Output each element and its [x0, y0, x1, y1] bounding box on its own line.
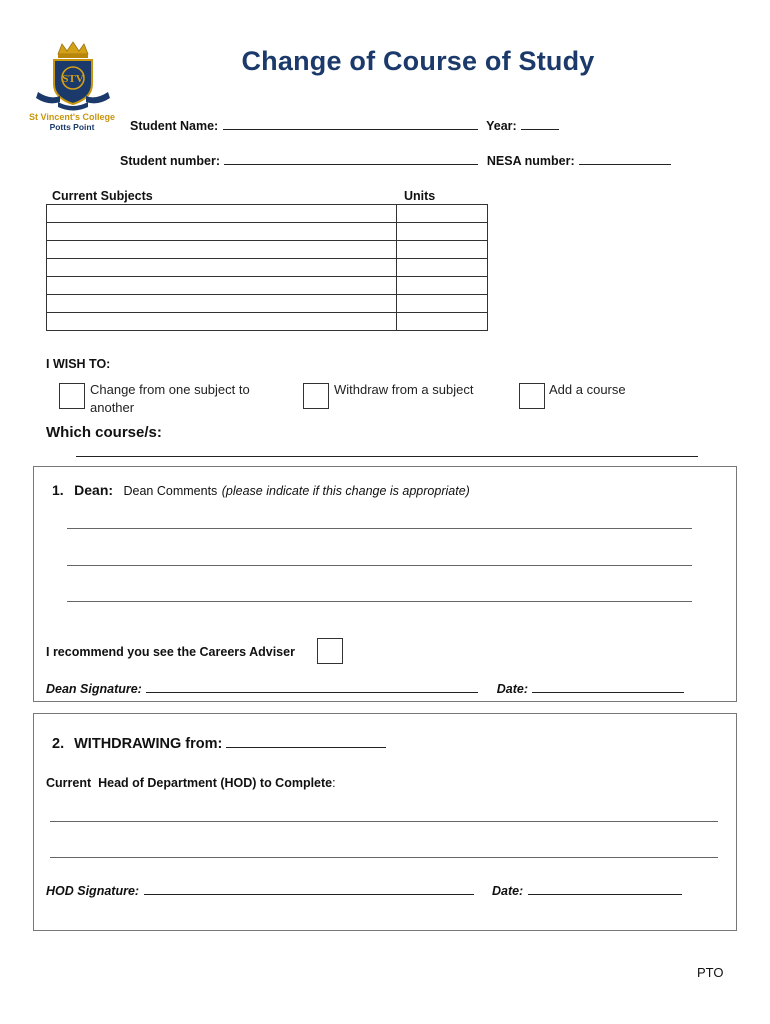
student-number-field[interactable]	[224, 152, 478, 165]
student-number-row	[120, 152, 671, 170]
add-course-checkbox[interactable]	[519, 383, 545, 409]
student-number-label: Student number:	[120, 154, 220, 168]
hod-date-label: Date:	[491, 884, 524, 898]
dean-signature-field[interactable]	[146, 680, 478, 693]
subject-cell[interactable]	[47, 223, 397, 241]
careers-adviser-checkbox[interactable]	[317, 638, 343, 664]
dean-comment-line-1[interactable]	[67, 528, 692, 529]
dean-comment-line-3[interactable]	[67, 601, 692, 602]
nesa-label: NESA number:	[486, 154, 575, 168]
dean-signature-label: Dean Signature:	[46, 682, 142, 696]
hod-comment-line-2[interactable]	[50, 857, 718, 858]
withdraw-subject-checkbox[interactable]	[303, 383, 329, 409]
college-name: St Vincent's College Potts Point	[29, 112, 115, 132]
hod-signature-label: HOD Signature:	[46, 884, 140, 898]
units-cell[interactable]	[397, 259, 488, 277]
table-row	[47, 241, 488, 259]
subjects-table	[46, 204, 488, 331]
current-subjects-heading: Current Subjects	[52, 189, 153, 203]
dean-date-label: Date:	[496, 682, 529, 696]
svg-text:STV: STV	[62, 73, 84, 85]
careers-adviser-label: I recommend you see the Careers Adviser	[46, 645, 295, 659]
page-title: Change of Course of Study	[241, 46, 595, 76]
year-field[interactable]	[521, 117, 559, 130]
subject-cell[interactable]	[47, 259, 397, 277]
units-cell[interactable]	[397, 277, 488, 295]
subject-cell[interactable]	[47, 313, 397, 331]
table-row	[47, 277, 488, 295]
student-name-row	[130, 117, 559, 135]
subject-cell[interactable]	[47, 205, 397, 223]
dean-heading: 1. Dean: Dean Comments (please indicate if this change is appropriate)	[52, 482, 470, 498]
hod-signature-field[interactable]	[144, 882, 474, 895]
units-cell[interactable]	[397, 205, 488, 223]
i-wish-to-label: I WISH TO:	[46, 357, 111, 371]
table-row	[47, 295, 488, 313]
student-name-label: Student Name:	[130, 119, 219, 133]
units-cell[interactable]	[397, 295, 488, 313]
units-cell[interactable]	[397, 223, 488, 241]
add-course-option: Add a course	[549, 382, 626, 397]
change-subject-checkbox[interactable]	[59, 383, 85, 409]
subject-cell[interactable]	[47, 295, 397, 313]
dean-date-field[interactable]	[532, 680, 684, 693]
hod-comment-line-1[interactable]	[50, 821, 718, 822]
dean-comments-hint: (please indicate if this change is appropriate)	[221, 484, 470, 498]
nesa-field[interactable]	[579, 152, 671, 165]
units-cell[interactable]	[397, 313, 488, 331]
student-name-field[interactable]	[223, 117, 478, 130]
table-row	[47, 313, 488, 331]
hod-signature-row	[46, 882, 682, 900]
subject-cell[interactable]	[47, 241, 397, 259]
dean-comments-label: Dean Comments	[123, 484, 218, 498]
dean-signature-row	[46, 680, 684, 698]
withdrawing-heading: 2. WITHDRAWING from:	[52, 734, 386, 752]
units-cell[interactable]	[397, 241, 488, 259]
dean-comment-line-2[interactable]	[67, 565, 692, 566]
withdraw-subject-option: Withdraw from a subject	[334, 382, 474, 397]
withdrawing-field[interactable]	[226, 734, 386, 748]
table-row	[47, 259, 488, 277]
table-row	[47, 223, 488, 241]
hod-label: Current Head of Department (HOD) to Complete:	[46, 776, 336, 790]
hod-date-field[interactable]	[528, 882, 682, 895]
table-row	[47, 205, 488, 223]
year-label: Year:	[486, 119, 517, 133]
units-heading: Units	[404, 189, 436, 203]
which-courses-label: Which course/s:	[46, 424, 162, 441]
which-courses-field[interactable]	[76, 456, 698, 457]
change-subject-option: Change from one subject to another	[90, 382, 250, 415]
pto-label: PTO	[697, 965, 724, 980]
dean-section	[33, 466, 737, 702]
subject-cell[interactable]	[47, 277, 397, 295]
